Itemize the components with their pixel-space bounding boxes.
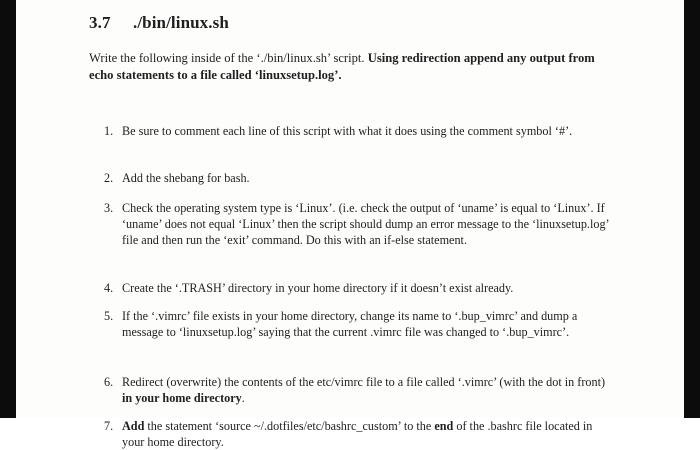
step-text — [122, 374, 609, 406]
step-text — [122, 170, 609, 186]
section-heading — [89, 10, 609, 36]
step-number: 1. — [104, 124, 114, 138]
step-text — [122, 418, 609, 450]
step-number: 2. — [104, 171, 114, 185]
step-text-bold: Add — [122, 419, 145, 433]
right-border — [684, 0, 700, 418]
step-text — [122, 280, 609, 296]
step-number: 4. — [104, 281, 114, 295]
list-item — [104, 308, 609, 340]
step-text-part: the statement ‘source ~/.dotfiles/etc/bashrc_custom’ to the — [144, 419, 435, 433]
step-text — [122, 200, 609, 249]
list-item — [104, 200, 609, 249]
list-item — [104, 374, 609, 406]
step-text-bold: end — [434, 419, 454, 433]
list-item — [104, 418, 609, 450]
intro-text: Write the following inside of the ‘./bin/linux.sh’ script. — [89, 51, 365, 65]
intro-bold-text: Using redirection append any output from echo statements to a file called ‘linuxsetup.log’. — [89, 51, 595, 82]
step-text-part: Be sure to comment each line of this script with what it does using the comment symbol ‘#’. — [122, 124, 573, 138]
step-text-part: Redirect (overwrite) the contents of the etc/vimrc file to a file called ‘.vimrc’ (with the dot in front) — [122, 375, 606, 389]
left-border — [0, 0, 16, 418]
step-text-part: . — [241, 391, 245, 406]
step-text-part: of the .bashrc file located in your home directory. — [122, 419, 593, 450]
section-number: 3.7 — [89, 13, 111, 32]
step-text-part: Create the ‘.TRASH’ directory in your home directory if it doesn’t exist already. — [122, 281, 514, 295]
step-number: 3. — [104, 201, 114, 215]
step-text-part: Check the operating system type is ‘Linux’. (i.e. check the output of ‘uname’ is equal to ‘Linux’. If ‘uname’ does not equal ‘Linux’ then the script should dump an error message to the ‘linuxsetup.log’ file and then run the ‘exit’ command. Do this with an if-else statement. — [122, 201, 609, 248]
section-title: ./bin/linux.sh — [133, 13, 229, 32]
list-item — [104, 280, 609, 296]
document-content — [89, 10, 609, 450]
intro-paragraph — [89, 50, 609, 84]
step-text-bold: in your home directory — [122, 391, 242, 406]
step-text — [122, 308, 609, 340]
step-number: 5. — [104, 309, 114, 323]
step-number: 6. — [104, 375, 114, 389]
list-item — [104, 123, 609, 139]
step-text-part: If the ‘.vimrc’ file exists in your home directory, change its name to ‘.bup_vimrc’ and dump a message to ‘linuxsetup.log’ saying that the current .vimrc file was changed to ‘.bup_vimrc’. — [122, 309, 578, 340]
step-text-part: Add the shebang for bash. — [122, 171, 250, 185]
step-text — [122, 123, 609, 139]
list-item — [104, 170, 609, 186]
step-number: 7. — [104, 419, 114, 433]
